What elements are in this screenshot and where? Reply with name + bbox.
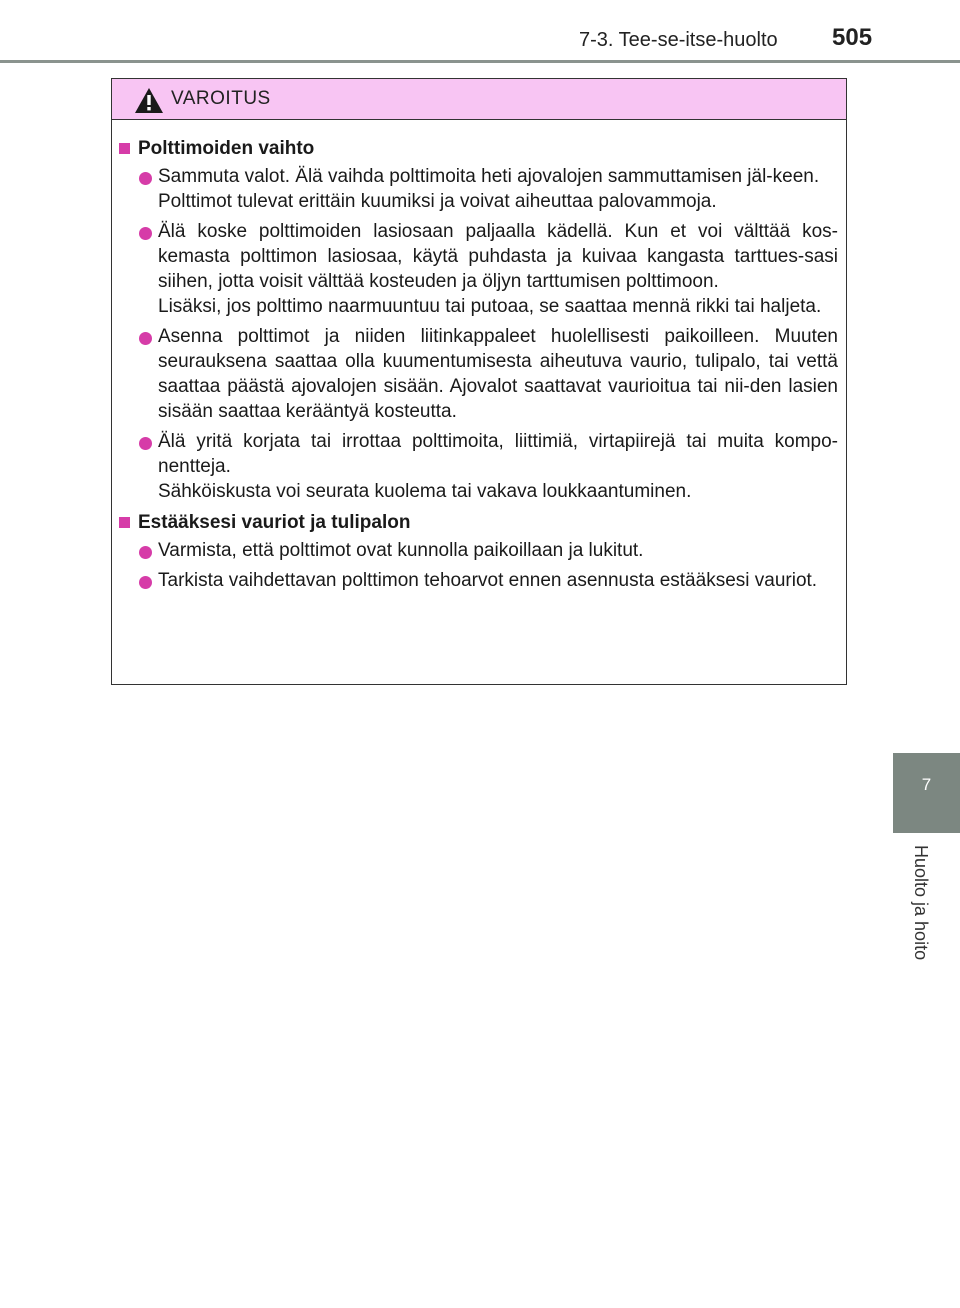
chapter-label: Huolto ja hoito: [911, 845, 931, 961]
paragraph: Sammuta valot. Älä vaihda polttimoita heti ajovalojen sammuttamisen jäl-keen.: [158, 166, 820, 187]
list-item: [139, 324, 838, 424]
section-heading-text: Estääksesi vauriot ja tulipalon: [138, 512, 411, 533]
section-heading-text: Polttimoiden vaihto: [138, 138, 315, 159]
chapter-tab: [893, 753, 960, 833]
warning-triangle-icon: [134, 87, 164, 114]
list-item-text: [158, 568, 838, 593]
round-bullet-icon: [139, 546, 152, 559]
list-item-text: [158, 164, 838, 214]
round-bullet-icon: [139, 437, 152, 450]
section-title: 7-3. Tee-se-itse-huolto: [579, 29, 778, 51]
round-bullet-icon: [139, 576, 152, 589]
warning-header: [112, 79, 846, 120]
section-heading: [119, 135, 838, 162]
page-number: 505: [832, 24, 873, 51]
warning-body: [112, 120, 846, 593]
round-bullet-icon: [139, 332, 152, 345]
section-heading: [119, 509, 838, 536]
paragraph: Lisäksi, jos polttimo naarmuuntuu tai putoaa, se saattaa mennä rikki tai haljeta.: [158, 296, 822, 317]
list-item: [139, 568, 838, 593]
list-item: [139, 538, 838, 563]
list-item-text: [158, 538, 838, 563]
list-item: [139, 164, 838, 214]
round-bullet-icon: [139, 227, 152, 240]
paragraph: Varmista, että polttimot ovat kunnolla paikoillaan ja lukitut.: [158, 540, 644, 561]
paragraph: Asenna polttimot ja niiden liitinkappaleet huolellisesti paikoilleen. Muuten seurauksena saattaa olla kuumentumisesta aiheutuva vaurio, tulipalo, tai vettä saattaa päästä ajovalojen sisään. Ajovalot saattavat vaurioitua tai nii-den lasien sisään saattaa kerääntyä kosteutta.: [158, 326, 838, 422]
header-rule: [0, 60, 960, 63]
list-item-text: [158, 429, 838, 504]
paragraph: Älä yritä korjata tai irrottaa polttimoita, liittimiä, virtapiirejä tai muita kompo-nentteja.: [158, 431, 838, 477]
square-bullet-icon: [119, 517, 130, 528]
round-bullet-icon: [139, 172, 152, 185]
paragraph: Tarkista vaihdettavan polttimon tehoarvot ennen asennusta estääksesi vauriot.: [158, 570, 818, 591]
list-item: [139, 429, 838, 504]
warning-box: [111, 78, 847, 685]
paragraph: Sähköiskusta voi seurata kuolema tai vakava loukkaantuminen.: [158, 481, 692, 502]
paragraph: Älä koske polttimoiden lasiosaan paljaalla kädellä. Kun et voi välttää kos-kemasta polttimon lasiosaa, käytä puhdasta ja kuivaa kangasta tarttues-sasi siihen, jotta voisit välttää kosteuden ja öljyn tarttumisen polttimoon.: [158, 221, 838, 292]
square-bullet-icon: [119, 143, 130, 154]
paragraph: Polttimot tulevat erittäin kuumiksi ja voivat aiheuttaa palovammoja.: [158, 191, 717, 212]
chapter-number: 7: [921, 775, 932, 794]
warning-title: VAROITUS: [171, 88, 271, 109]
list-item-text: [158, 324, 838, 424]
list-item-text: [158, 219, 838, 319]
list-item: [139, 219, 838, 319]
